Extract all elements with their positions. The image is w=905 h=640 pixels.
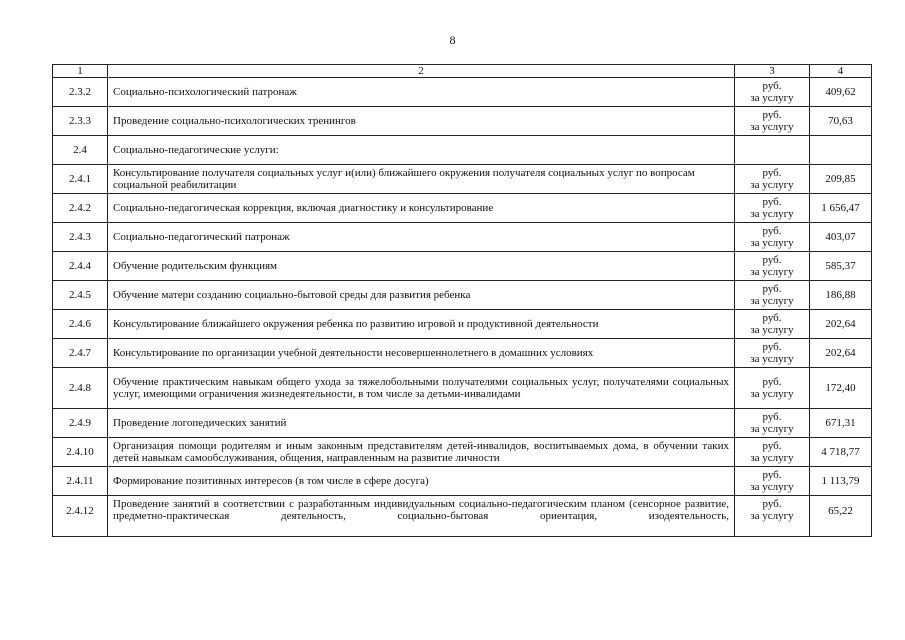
unit-currency: руб. (762, 469, 782, 481)
unit-currency: руб. (762, 254, 782, 266)
price-value: 186,88 (810, 281, 872, 310)
service-name: Обучение практическим навыкам общего ухода за тяжелобольными получателями социальных услуг, получателями социальных услуг, имеющими ограничения жизнедеятельности, в том числе за детьми-инвалидами (108, 368, 735, 409)
price-value: 65,22 (810, 496, 872, 537)
unit-cell (735, 223, 810, 252)
tariff-table (52, 64, 872, 537)
row-number: 2.4.7 (53, 339, 108, 368)
price-value: 70,63 (810, 107, 872, 136)
service-name: Организация помощи родителям и иным законным представителям детей-инвалидов, воспитываемых дома, в обучении таких детей навыкам самообслуживания, общения, направленным на развитие личности (108, 438, 735, 467)
table-header-row (53, 65, 872, 78)
price-value: 403,07 (810, 223, 872, 252)
service-name: Социально-психологический патронаж (108, 78, 735, 107)
unit-cell (735, 310, 810, 339)
price-value: 1 656,47 (810, 194, 872, 223)
unit-currency: руб. (762, 376, 782, 388)
unit-currency: руб. (762, 498, 782, 510)
unit-cell (735, 136, 810, 165)
unit-currency: руб. (762, 312, 782, 324)
service-name: Консультирование получателя социальных услуг и(или) ближайшего окружения получателя социальных услуг по вопросам социальной реабилитации (108, 165, 735, 194)
service-name (108, 496, 735, 537)
table-row (53, 223, 872, 252)
row-number: 2.4.4 (53, 252, 108, 281)
unit-cell (735, 107, 810, 136)
unit-per: за услугу (750, 237, 794, 249)
unit-per: за услугу (750, 388, 794, 400)
unit-currency: руб. (762, 109, 782, 121)
row-number: 2.4.5 (53, 281, 108, 310)
price-value: 202,64 (810, 339, 872, 368)
unit-cell (735, 281, 810, 310)
service-name: Обучение матери созданию социально-бытовой среды для развития ребенка (108, 281, 735, 310)
table-row (53, 281, 872, 310)
unit-per: за услугу (750, 295, 794, 307)
service-name: Социально-педагогическая коррекция, включая диагностику и консультирование (108, 194, 735, 223)
price-value: 4 718,77 (810, 438, 872, 467)
unit-per: за услугу (750, 92, 794, 104)
unit-per: за услугу (750, 266, 794, 278)
row-number: 2.4.2 (53, 194, 108, 223)
unit-cell (735, 368, 810, 409)
row-number: 2.4.3 (53, 223, 108, 252)
service-name-text: Проведение занятий в соответствии с разработанным индивидуальным социально-педагогическим планом (сенсорное развитие, предметно-практическая деятельность, социально-бытовая ориентация, изодеятельность, (113, 498, 729, 522)
price-value: 209,85 (810, 165, 872, 194)
table-row (53, 368, 872, 409)
unit-cell (735, 467, 810, 496)
unit-cell (735, 438, 810, 467)
price-value: 1 113,79 (810, 467, 872, 496)
service-name: Социально-педагогический патронаж (108, 223, 735, 252)
unit-currency: руб. (762, 341, 782, 353)
unit-currency: руб. (762, 167, 782, 179)
unit-per: за услугу (750, 353, 794, 365)
row-number: 2.4.1 (53, 165, 108, 194)
row-number: 2.4.12 (53, 496, 108, 537)
table-row (53, 107, 872, 136)
row-number: 2.3.3 (53, 107, 108, 136)
unit-currency: руб. (762, 283, 782, 295)
unit-cell (735, 409, 810, 438)
unit-cell (735, 339, 810, 368)
service-name: Консультирование ближайшего окружения ребенка по развитию игровой и продуктивной деятельности (108, 310, 735, 339)
table-row (53, 438, 872, 467)
table-row (53, 409, 872, 438)
unit-cell (735, 78, 810, 107)
unit-per: за услугу (750, 423, 794, 435)
price-value: 585,37 (810, 252, 872, 281)
table-row (53, 194, 872, 223)
unit-cell (735, 252, 810, 281)
service-name: Консультирование по организации учебной деятельности несовершеннолетнего в домашних условиях (108, 339, 735, 368)
row-number: 2.4 (53, 136, 108, 165)
unit-currency: руб. (762, 411, 782, 423)
page-number: 8 (449, 33, 456, 47)
unit-per: за услугу (750, 510, 794, 522)
unit-per: за услугу (750, 481, 794, 493)
unit-currency: руб. (762, 225, 782, 237)
table-row (53, 467, 872, 496)
column-header-unit: 3 (735, 65, 810, 78)
row-number: 2.3.2 (53, 78, 108, 107)
row-number: 2.4.8 (53, 368, 108, 409)
price-value: 172,40 (810, 368, 872, 409)
column-header-service: 2 (108, 65, 735, 78)
price-value: 409,62 (810, 78, 872, 107)
column-header-price: 4 (810, 65, 872, 78)
section-title: Социально-педагогические услуги: (108, 136, 735, 165)
unit-currency: руб. (762, 440, 782, 452)
service-name: Проведение социально-психологических тренингов (108, 107, 735, 136)
service-name: Проведение логопедических занятий (108, 409, 735, 438)
unit-currency: руб. (762, 80, 782, 92)
unit-per: за услугу (750, 121, 794, 133)
unit-per: за услугу (750, 452, 794, 464)
price-value (810, 136, 872, 165)
service-name: Формирование позитивных интересов (в том числе в сфере досуга) (108, 467, 735, 496)
unit-cell (735, 165, 810, 194)
table-row (53, 496, 872, 537)
service-name: Обучение родительским функциям (108, 252, 735, 281)
table-row (53, 252, 872, 281)
unit-per: за услугу (750, 208, 794, 220)
row-number: 2.4.10 (53, 438, 108, 467)
table-row (53, 339, 872, 368)
table-row (53, 78, 872, 107)
row-number: 2.4.9 (53, 409, 108, 438)
row-number: 2.4.11 (53, 467, 108, 496)
unit-cell (735, 194, 810, 223)
column-header-number: 1 (53, 65, 108, 78)
unit-currency: руб. (762, 196, 782, 208)
table-row (53, 310, 872, 339)
unit-per: за услугу (750, 179, 794, 191)
price-value: 202,64 (810, 310, 872, 339)
unit-cell (735, 496, 810, 537)
table-row (53, 165, 872, 194)
section-row (53, 136, 872, 165)
row-number: 2.4.6 (53, 310, 108, 339)
price-value: 671,31 (810, 409, 872, 438)
unit-per: за услугу (750, 324, 794, 336)
